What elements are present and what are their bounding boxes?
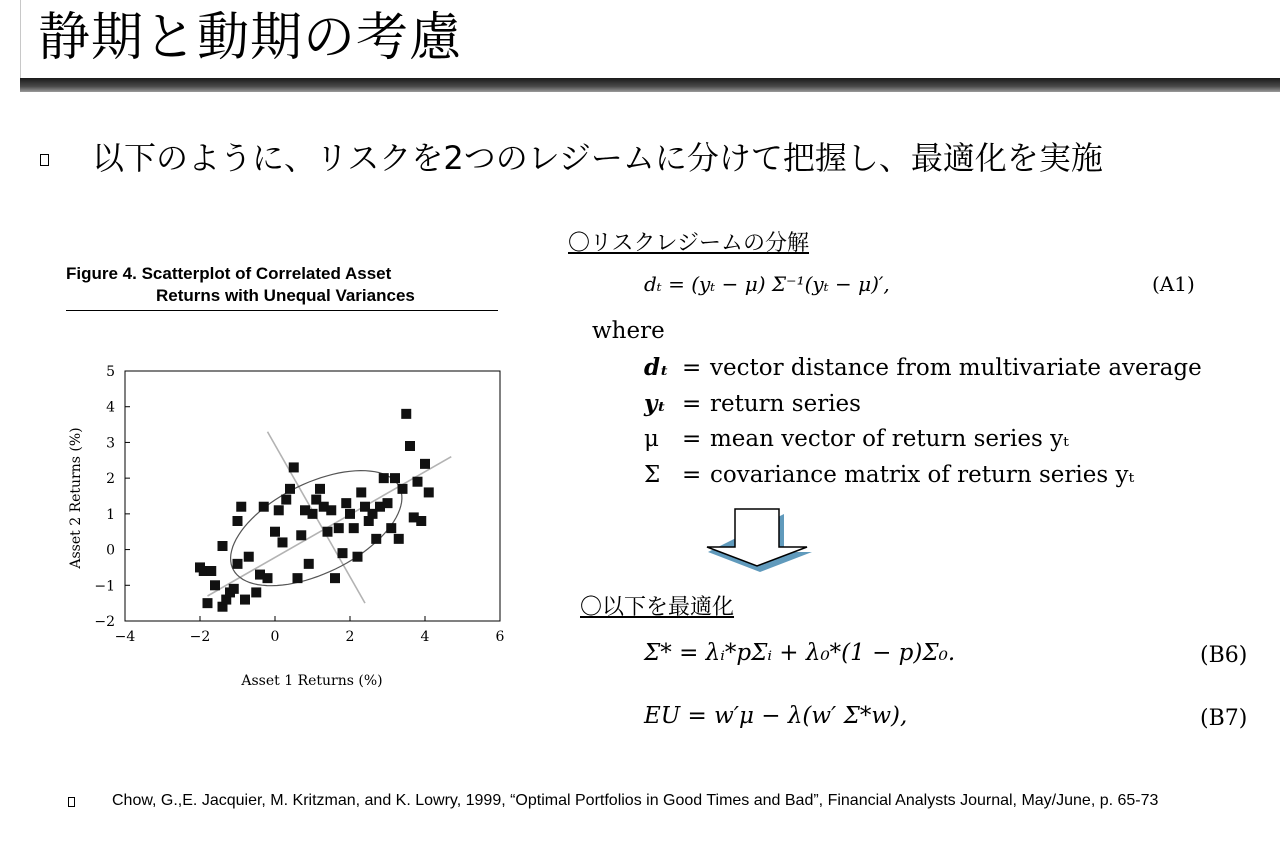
scatter-point [304,559,314,569]
equation-b6: Σ* = λᵢ*pΣᵢ + λ₀*(1 − p)Σ₀. [644,640,956,666]
scatter-point [353,552,363,562]
scatter-point [326,505,336,515]
scatter-point [345,509,355,519]
scatter-point [334,523,344,533]
definition-text: return series [710,391,861,417]
title-left-rule [20,0,21,78]
y-tick-label: 5 [106,364,115,380]
scatter-point [274,505,284,515]
plot-layer [94,364,504,645]
definition-text: mean vector of return series yₜ [710,426,1069,452]
scatter-point [244,552,254,562]
equation-a1-number: (A1) [1152,272,1195,296]
scatter-point [371,534,381,544]
scatter-point [281,495,291,505]
figure-caption-line2: Returns with Unequal Variances [156,286,415,305]
scatterplot-chart [50,355,520,705]
scatter-point [386,523,396,533]
equation-a1: dₜ = (yₜ − μ) Σ⁻¹(yₜ − μ)′, [644,272,890,296]
optimization-heading: 〇以下を最適化 [580,595,735,620]
x-tick-label: 6 [495,629,505,645]
scatter-point [413,477,423,487]
scatter-point [210,580,220,590]
x-tick-label: 2 [345,629,355,645]
scatter-point [233,559,243,569]
scatter-point [323,527,333,537]
slide-title: 静期と動期の考慮 [38,8,463,68]
definition-symbol: Σ [644,462,661,488]
scatter-point [296,530,306,540]
equation-b7: EU = w′μ − λ(w′ Σ*w), [644,703,908,729]
scatter-point [285,484,295,494]
y-tick-label: 4 [106,399,115,416]
definition-symbol: μ [644,426,659,452]
equation-b7-number: (B7) [1200,706,1248,731]
scatter-point [338,548,348,558]
scatter-point [218,541,228,551]
scatter-point [356,487,366,497]
scatter-point [259,502,269,512]
definition-equals: = [682,355,702,381]
definition-equals: = [682,426,702,452]
scatter-point [401,409,411,419]
scatter-point [420,459,430,469]
y-tick-label: −1 [94,578,115,595]
figure-caption [66,263,498,307]
bullet-square-icon [40,154,49,166]
x-tick-label: −4 [114,629,136,645]
scatter-point [405,441,415,451]
x-tick-label: −2 [189,629,211,645]
definition-text: vector distance from multivariate average [710,355,1202,381]
scatter-point [424,487,434,497]
definition-row [644,426,1069,452]
title-underline-bar [20,78,1280,92]
definition-symbol: yₜ [644,390,666,417]
definition-row [644,462,1134,488]
scatter-point [233,516,243,526]
figure-caption-rule [66,310,498,311]
scatter-point [263,573,273,583]
definition-row [644,354,1202,381]
reference-bullet-icon [68,797,75,807]
definition-text: covariance matrix of return series yₜ [710,462,1135,488]
scatter-point [390,473,400,483]
scatter-point [289,462,299,472]
definition-equals: = [682,462,702,488]
equation-b6-number: (B6) [1200,643,1248,668]
y-tick-label: 0 [106,542,115,559]
lead-text: 以下のように、リスクを2つのレジームに分けて把握し、最適化を実施 [92,139,1103,177]
scatter-point [416,516,426,526]
decomposition-heading: 〇リスクレジームの分解 [568,231,810,256]
y-tick-label: 1 [106,506,115,523]
scatter-point [379,473,389,483]
scatter-point [229,584,239,594]
scatter-point [293,573,303,583]
scatter-point [349,523,359,533]
x-tick-label: 4 [420,629,430,645]
x-axis-label: Asset 1 Returns (%) [241,673,383,689]
x-tick-label: 0 [270,629,280,645]
y-tick-label: 3 [106,435,115,452]
scatter-point [278,537,288,547]
down-arrow-icon [704,506,816,578]
scatter-point [251,587,261,597]
scatter-point [330,573,340,583]
scatter-point [315,484,325,494]
scatter-point [398,484,408,494]
reference-citation: Chow, G.,E. Jacquier, M. Kritzman, and K. Lowry, 1999, “Optimal Portfolios in Good Times and Bad”, Financial Analysts Journal, May/June, p. 65-73 [112,792,1159,809]
scatter-point [394,534,404,544]
scatter-point [206,566,216,576]
definition-symbol: dₜ [644,354,669,381]
scatter-point [383,498,393,508]
scatter-point [308,509,318,519]
y-tick-label: −2 [94,614,115,630]
definition-equals: = [682,391,702,417]
definition-row [644,390,861,417]
y-tick-label: 2 [106,471,115,488]
scatter-point [341,498,351,508]
scatter-point [270,527,280,537]
where-label: where [592,318,665,344]
scatter-point [240,595,250,605]
scatter-point [236,502,246,512]
figure-caption-line1: Figure 4. Scatterplot of Correlated Asset [66,264,392,283]
scatter-point [203,598,213,608]
y-axis-label: Asset 2 Returns (%) [68,427,84,569]
